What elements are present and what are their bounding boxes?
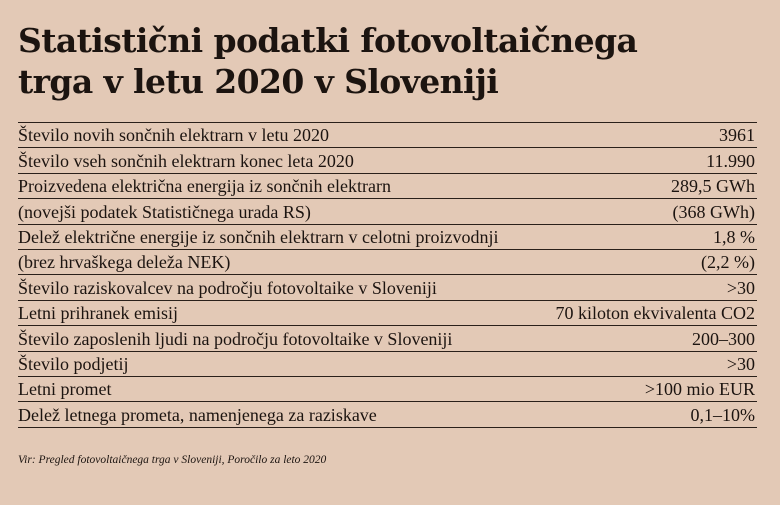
- table-row: [18, 225, 757, 250]
- row-label: (brez hrvaškega deleža NEK): [18, 252, 231, 273]
- row-value: 11.990: [706, 150, 755, 171]
- row-value: 1,8 %: [713, 226, 755, 247]
- row-label: Letni promet: [18, 379, 112, 400]
- row-value: 200–300: [692, 328, 755, 349]
- title-line-2: trga v letu 2020 v Sloveniji: [18, 62, 499, 101]
- table-row: [18, 402, 757, 427]
- row-value: (2,2 %): [701, 252, 755, 273]
- row-value: 0,1–10%: [690, 404, 755, 425]
- table-row: [18, 148, 757, 173]
- row-value: >30: [726, 353, 755, 374]
- row-label: Delež električne energije iz sončnih elektrarn v celotni proizvodnji: [18, 226, 499, 247]
- row-label: (novejši podatek Statističnega urada RS): [18, 201, 311, 222]
- source-note: Vir: Pregled fotovoltaičnega trga v Sloveniji, Poročilo za leto 2020: [18, 454, 327, 466]
- table-row: [18, 199, 757, 224]
- row-value: 289,5 GWh: [671, 176, 755, 197]
- row-value: 70 kiloton ekvivalenta CO2: [555, 303, 755, 324]
- table-row: [18, 301, 757, 326]
- row-label: Proizvedena električna energija iz sončnih elektrarn: [18, 176, 391, 197]
- row-label: Delež letnega prometa, namenjenega za raziskave: [18, 404, 377, 425]
- page-title: [18, 20, 758, 102]
- table-row: [18, 174, 757, 199]
- statistics-table: [18, 122, 757, 428]
- row-value: >100 mio EUR: [644, 379, 755, 400]
- table-row: [18, 275, 757, 300]
- row-label: Število novih sončnih elektrarn v letu 2020: [18, 125, 329, 146]
- row-label: Letni prihranek emisij: [18, 303, 178, 324]
- table-row: [18, 123, 757, 148]
- row-value: >30: [726, 277, 755, 298]
- table-row: [18, 377, 757, 402]
- table-row: [18, 352, 757, 377]
- row-label: Število podjetij: [18, 353, 129, 374]
- table-row: [18, 250, 757, 275]
- table-row: [18, 326, 757, 351]
- row-value: (368 GWh): [672, 201, 755, 222]
- row-label: Število vseh sončnih elektrarn konec leta 2020: [18, 150, 354, 171]
- title-line-1: Statistični podatki fotovoltaičnega: [18, 21, 638, 60]
- row-value: 3961: [719, 125, 755, 146]
- row-label: Število zaposlenih ljudi na področju fotovoltaike v Sloveniji: [18, 328, 453, 349]
- row-label: Število raziskovalcev na področju fotovoltaike v Sloveniji: [18, 277, 437, 298]
